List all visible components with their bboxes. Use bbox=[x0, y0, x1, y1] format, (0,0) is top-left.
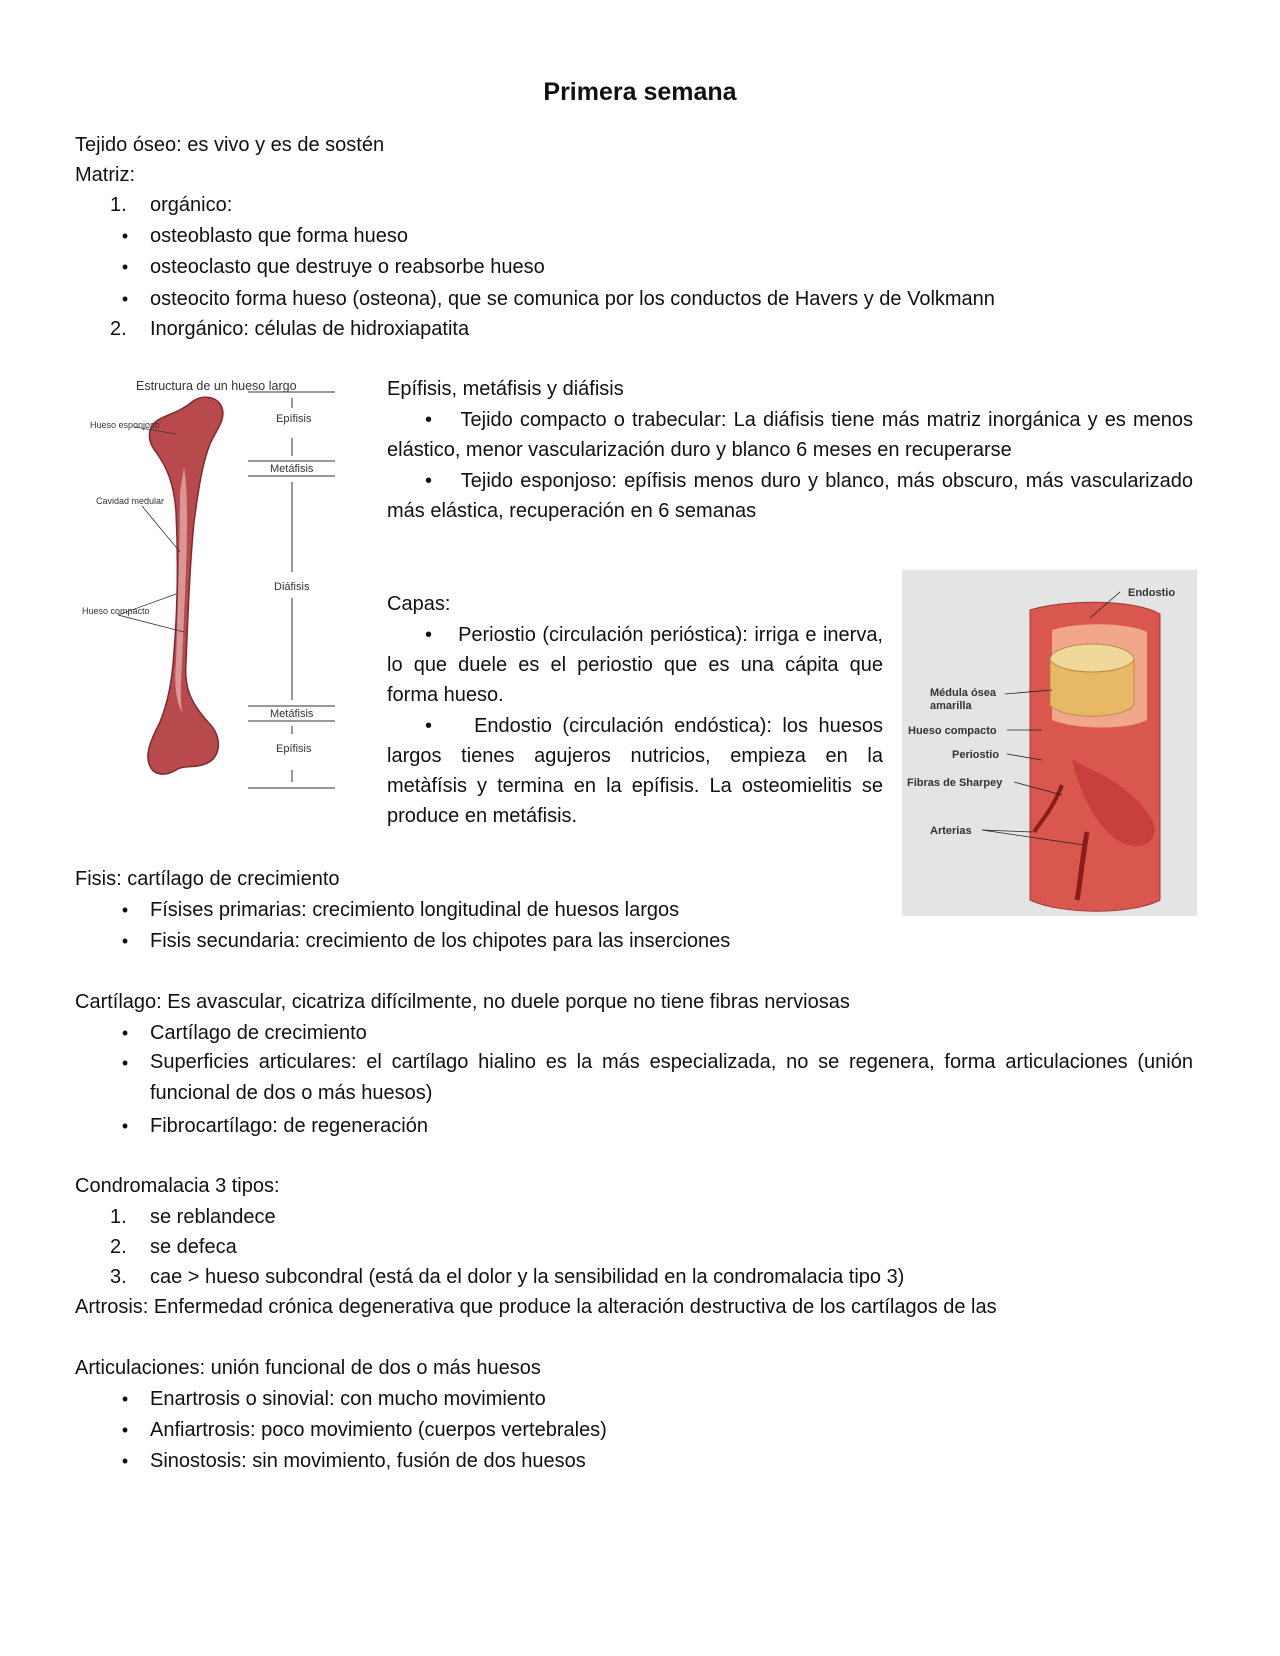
list-number: 3. bbox=[110, 1266, 127, 1288]
bullet: • bbox=[121, 931, 129, 951]
bullet: • bbox=[121, 1116, 129, 1136]
list-item-osteoblasto: osteoblasto que forma hueso bbox=[150, 225, 408, 247]
paragraph-tejido-compacto bbox=[387, 405, 1193, 465]
bullet: • bbox=[121, 1420, 129, 1440]
list-item-osteoclasto: osteoclasto que destruye o reabsorbe hueso bbox=[150, 256, 545, 278]
bone-layers-figure bbox=[902, 570, 1197, 916]
list-number: 1. bbox=[110, 194, 127, 216]
list-item-fibrocartilago: Fibrocartílago: de regeneración bbox=[150, 1115, 428, 1137]
list-item-hueso-subcondral: cae > hueso subcondral (está da el dolor y la sensibilidad en la condromalacia tipo 3) bbox=[150, 1266, 905, 1288]
bullet: • bbox=[425, 624, 433, 646]
section-heading-cartilago: Cartílago: Es avascular, cicatriza difícilmente, no duele porque no tiene fibras nerviosas bbox=[75, 991, 850, 1013]
bullet: • bbox=[121, 1023, 129, 1043]
list-item-cartilago-crecimiento: Cartílago de crecimiento bbox=[150, 1022, 367, 1044]
text-tejido-esponjoso: Tejido esponjoso: epífisis menos duro y blanco, más obscuro, más vascularizado más elástica, recuperación en 6 semanas bbox=[387, 470, 1193, 522]
text-periostio: Periostio (circulación perióstica): irriga e inerva, lo que duele es el periostio que es una cápita que forma hueso. bbox=[387, 624, 883, 706]
section-heading-epifisis: Epífisis, metáfisis y diáfisis bbox=[387, 378, 624, 400]
paragraph-artrosis: Artrosis: Enfermedad crónica degenerativa que produce la alteración destructiva de los cartílagos de las bbox=[75, 1296, 997, 1318]
list-number: 1. bbox=[110, 1206, 127, 1228]
page-title: Primera semana bbox=[543, 78, 737, 106]
intro-line-tejido: Tejido óseo: es vivo y es de sostén bbox=[75, 134, 385, 156]
paragraph-periostio bbox=[387, 620, 883, 710]
bullet: • bbox=[121, 1451, 129, 1471]
list-number: 2. bbox=[110, 318, 127, 340]
bullet: • bbox=[425, 715, 433, 737]
bullet: • bbox=[121, 226, 129, 246]
list-item-superficies-articulares: Superficies articulares: el cartílago hialino es la más especializada, no se regenera, forma articulaciones (unión funcional de dos o más huesos) bbox=[150, 1051, 1193, 1104]
label-cavidad-medular: Cavidad medular bbox=[96, 496, 165, 506]
list-item-osteocito: osteocito forma hueso (osteona), que se comunica por los conductos de Havers y de Volkmann bbox=[150, 288, 995, 310]
label-fibras-sharpey: Fibras de Sharpey bbox=[907, 777, 1003, 789]
text-endostio: Endostio (circulación endóstica): los huesos largos tienes agujeros nutricios, empieza en la metàfísis y termina en la epífisis. La osteomielitis se produce en metáfisis. bbox=[387, 715, 883, 827]
scale-metafisis-bottom: Metáfisis bbox=[270, 708, 314, 720]
scale-diafisis: Diáfisis bbox=[274, 581, 310, 593]
label-endostio: Endostio bbox=[1128, 587, 1176, 599]
bullet: • bbox=[121, 289, 129, 309]
section-heading-articulaciones: Articulaciones: unión funcional de dos o más huesos bbox=[75, 1357, 541, 1379]
bullet: • bbox=[121, 1389, 129, 1409]
scale-metafisis-top: Metáfisis bbox=[270, 463, 314, 475]
label-medula-osea: Médula ósea bbox=[930, 687, 997, 699]
label-hueso-esponjoso: Hueso esponjoso bbox=[90, 420, 160, 430]
bullet: • bbox=[121, 900, 129, 920]
list-item-organic: orgánico: bbox=[150, 194, 233, 216]
figure-caption: Estructura de un hueso largo bbox=[136, 379, 297, 393]
scale-epifisis-top: Epífisis bbox=[276, 413, 312, 425]
section-heading-condromalacia: Condromalacia 3 tipos: bbox=[75, 1175, 280, 1197]
label-medula-amarilla: amarilla bbox=[930, 700, 972, 712]
label-periostio: Periostio bbox=[952, 749, 1000, 761]
list-item-inorganic: Inorgánico: células de hidroxiapatita bbox=[150, 318, 470, 340]
list-number: 2. bbox=[110, 1236, 127, 1258]
scale-epifisis-bottom: Epífisis bbox=[276, 743, 312, 755]
list-item-sinostosis: Sinostosis: sin movimiento, fusión de dos huesos bbox=[150, 1450, 586, 1472]
text-tejido-compacto: Tejido compacto o trabecular: La diáfisis tiene más matriz inorgánica y es menos elástico, menor vascularización duro y blanco 6 meses en recuperarse bbox=[387, 409, 1193, 461]
paragraph-tejido-esponjoso bbox=[387, 466, 1193, 526]
list-item-fisis-secundaria: Fisis secundaria: crecimiento de los chipotes para las inserciones bbox=[150, 930, 731, 952]
bullet: • bbox=[425, 409, 433, 431]
leader-line bbox=[118, 615, 184, 632]
leader-line bbox=[142, 506, 180, 552]
bullet: • bbox=[121, 257, 129, 277]
paragraph-endostio bbox=[387, 711, 883, 831]
bullet: • bbox=[121, 1053, 129, 1073]
bullet: • bbox=[425, 470, 433, 492]
section-heading-fisis: Fisis: cartílago de crecimiento bbox=[75, 868, 340, 890]
list-item-defeca: se defeca bbox=[150, 1236, 237, 1258]
label-hueso-compacto: Hueso compacto bbox=[908, 725, 997, 737]
list-item-enartrosis: Enartrosis o sinovial: con mucho movimiento bbox=[150, 1388, 546, 1410]
label-arterias: Arterias bbox=[930, 825, 972, 837]
list-item-fisis-primarias: Físises primarias: crecimiento longitudinal de huesos largos bbox=[150, 899, 680, 921]
label-hueso-compacto: Hueso compacto bbox=[82, 606, 150, 616]
long-bone-figure bbox=[80, 372, 345, 807]
section-heading-capas: Capas: bbox=[387, 593, 451, 615]
bone-shape bbox=[148, 397, 223, 774]
intro-line-matriz: Matriz: bbox=[75, 164, 135, 186]
list-item-reblandece: se reblandece bbox=[150, 1206, 276, 1228]
list-item-anfiartrosis: Anfiartrosis: poco movimiento (cuerpos vertebrales) bbox=[150, 1419, 607, 1441]
